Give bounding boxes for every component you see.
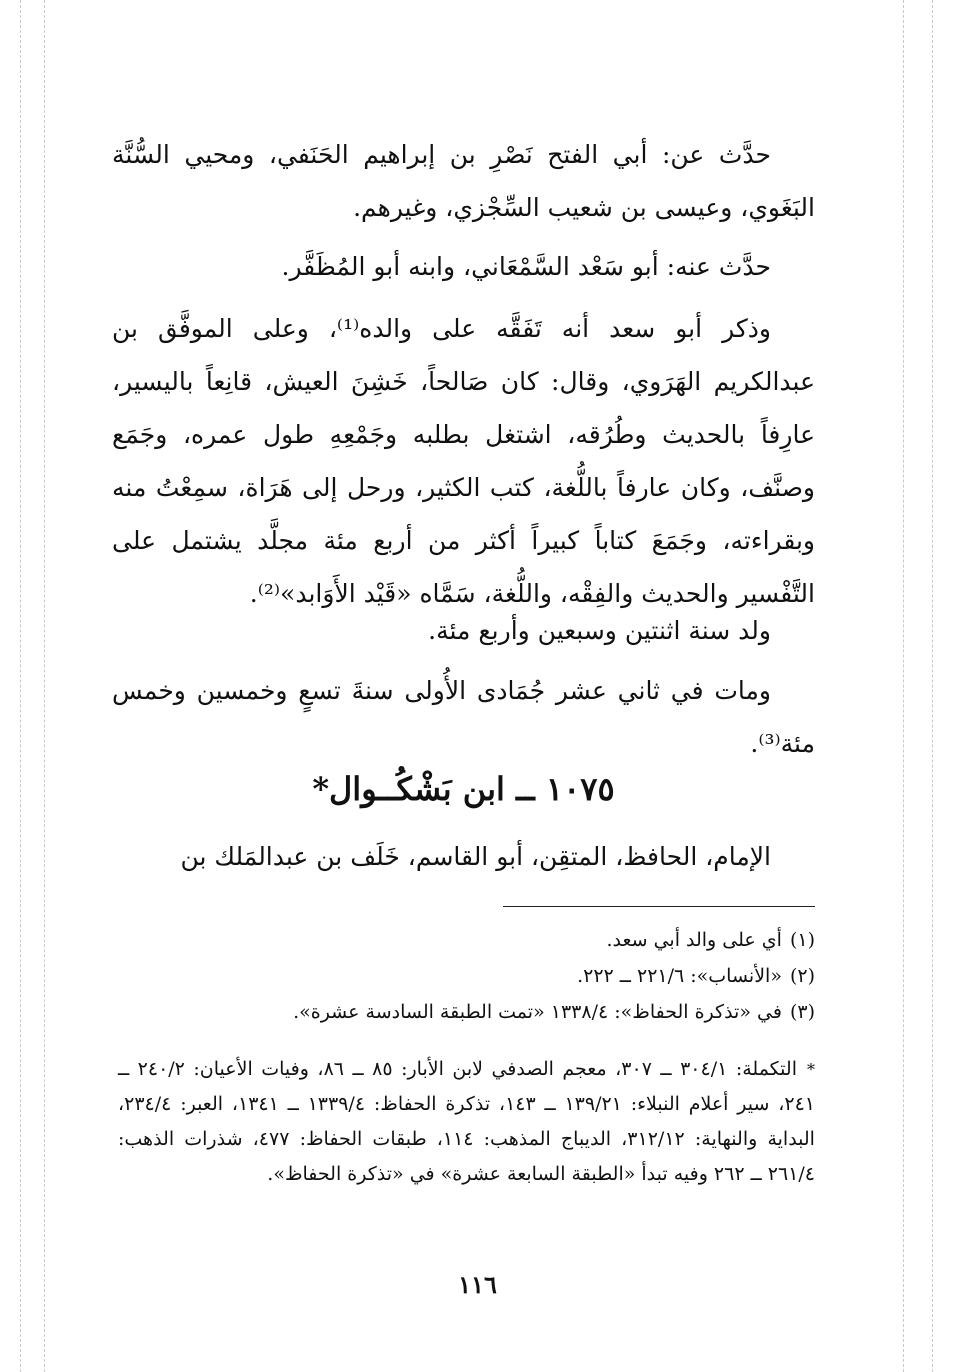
scan-guide-line: [903, 0, 904, 1372]
paragraph-narrated-from: حدَّث عن: أبي الفتح نَصْرِ بن إبراهيم الحَنَفي، ومحيي السُّنَّة البَغَوي، وعيسى بن شعيب السِّجْزي، وغيرهم.: [112, 140, 815, 222]
source-references-note: [118, 1052, 815, 1192]
page-number: ١١٦: [458, 1270, 497, 1299]
footnote-item: [118, 922, 815, 958]
footnote-item: [118, 958, 815, 994]
asterisk-marker: *: [806, 1060, 815, 1079]
paragraph-entry-opening: الإمام، الحافظ، المتقِن، أبو القاسم، خَلَف بن عبدالمَلك بن: [180, 842, 771, 871]
scan-guide-line: [932, 0, 933, 1372]
footnote-list: [118, 922, 815, 1030]
paragraph-biography: وذكر أبو سعد أنه تَفَقَّه على والده⁽¹⁾، وعلى الموفَّق بن عبدالكريم الهَرَوي، وقال: كان صَالحاً، خَشِنَ العيش، قانِعاً باليسير، عارِفاً بالحديث وطُرُقه، اشتغل بطلبه وجَمْعِهِ طول عمره، وجَمَع وصنَّف، وكان عارفاً باللُّغة، كتب الكثير، ورحل إلى هَرَاة، سمِعْتُ منه وبقراءته، وجَمَعَ كتاباً كبيراً أكثر من أربع مئة مجلَّد يشتمل على التَّفْسير والحديث والفِقْه، واللُّغة، سَمَّاه «قَيْد الأَوَابد»⁽²⁾.: [112, 314, 815, 608]
source-references-text: التكملة: ٣٠٤/١ ــ ٣٠٧، معجم الصدفي لابن الأبار: ٨٥ ــ ٨٦، وفيات الأعيان: ٢٤٠/٢ ــ ٢٤١، سير أعلام النبلاء: ١٣٩/٢١ ــ ١٤٣، تذكرة الحفاظ: ١٣٣٩/٤ ــ ١٣٤١، العبر: ٢٣٤/٤، البداية والنهاية: ٣١٢/١٢، الديباج المذهب: ١١٤، طبقات الحفاظ: ٤٧٧، شذرات الذهب: ٢٦١/٤ ــ ٢٦٢ وفيه تبدأ «الطبقة السابعة عشرة» في «تذكرة الحفاظ».: [118, 1058, 815, 1185]
footnote-text: أي على والد أبي سعد.: [606, 929, 782, 951]
footnote-text: «الأنساب»: ٢٢١/٦ ــ ٢٢٢.: [577, 965, 782, 987]
scan-guide-line: [20, 0, 21, 1372]
footnote-number: (٢): [789, 965, 815, 987]
footnote-text: في «تذكرة الحفاظ»: ١٣٣٨/٤ «تمت الطبقة السادسة عشرة».: [293, 1001, 782, 1023]
footnote-number: (٣): [789, 1001, 815, 1023]
footnote-separator: [503, 906, 815, 907]
entry-heading: ١٠٧٥ ــ ابن بَشْكُــوال*: [312, 770, 615, 808]
paragraph-birth: ولد سنة اثنتين وسبعين وأربع مئة.: [428, 616, 771, 645]
footnote-number: (١): [789, 929, 815, 951]
scan-guide-line: [44, 0, 45, 1372]
paragraph-narrated-by: حدَّث عنه: أبو سَعْد السَّمْعَاني، وابنه أبو المُظَفَّر.: [281, 252, 771, 281]
paragraph-death: ومات في ثاني عشر جُمَادى الأُولى سنةَ تسعٍ وخمسين وخمس مئة⁽³⁾.: [112, 676, 815, 758]
footnote-item: [118, 994, 815, 1030]
